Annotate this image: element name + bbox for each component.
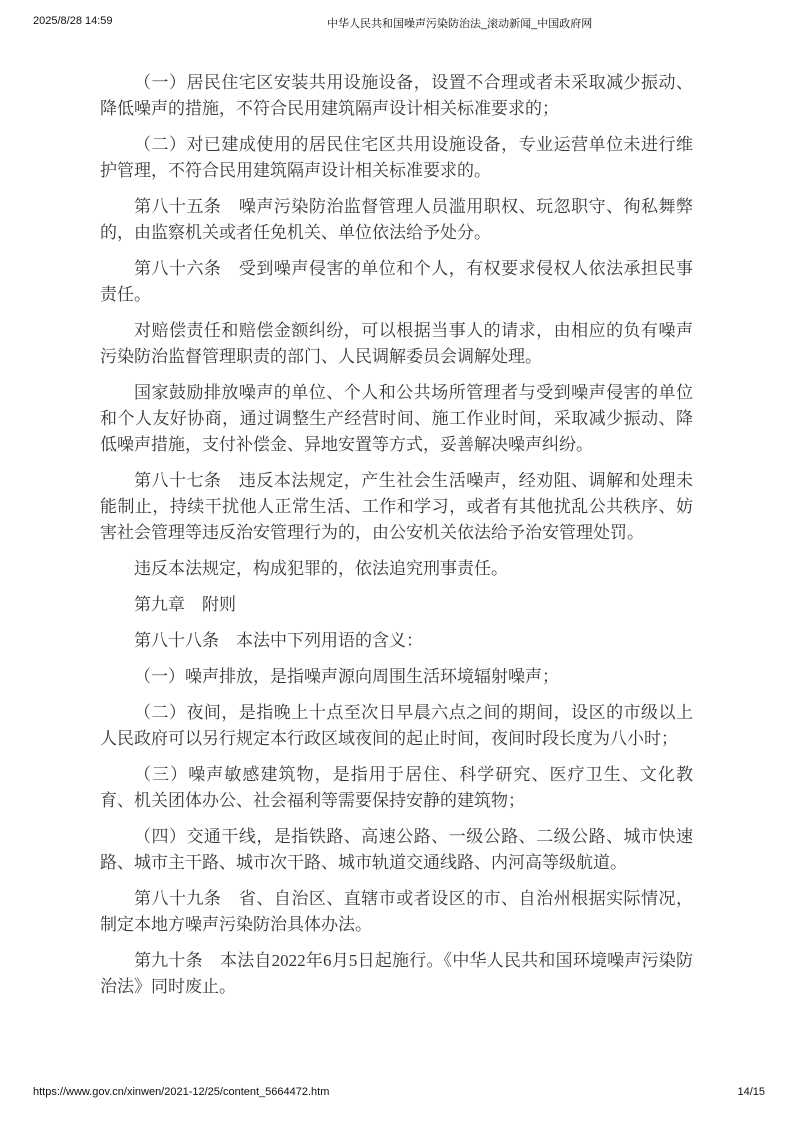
paragraph: （一）噪声排放，是指噪声源向周围生活环境辐射噪声；: [134, 667, 559, 686]
paragraph: （三）噪声敏感建筑物，是指用于居住、科学研究、医疗卫生、文化教育、机关团体办公、社会福利等需要保持安静的建筑物；: [100, 765, 693, 810]
paragraph: 第九章 附则: [134, 595, 236, 614]
print-header-title: 中华人民共和国噪声污染防治法_滚动新闻_中国政府网: [327, 18, 593, 30]
paragraph: （二）夜间，是指晚上十点至次日早晨六点之间的期间，设区的市级以上人民政府可以另行规定本行政区域夜间的起止时间，夜间时段长度为八小时；: [100, 703, 693, 748]
paragraph: （一）居民住宅区安装共用设施设备，设置不合理或者未采取减少振动、降低噪声的措施，不符合民用建筑隔声设计相关标准要求的；: [100, 73, 693, 118]
paragraph: （四）交通干线，是指铁路、高速公路、一级公路、二级公路、城市快速路、城市主干路、城市次干路、城市轨道交通线路、内河高等级航道。: [100, 827, 693, 872]
paragraph: 第八十九条 省、自治区、直辖市或者设区的市、自治州根据实际情况，制定本地方噪声污染防治具体办法。: [100, 889, 693, 934]
paragraph: 第八十七条 违反本法规定，产生社会生活噪声，经劝阻、调解和处理未能制止，持续干扰他人正常生活、工作和学习，或者有其他扰乱公共秩序、妨害社会管理等违反治安管理行为的，由公安机关依法给予治安管理处罚。: [100, 471, 693, 542]
paragraph: 第八十六条 受到噪声侵害的单位和个人，有权要求侵权人依法承担民事责任。: [100, 259, 693, 304]
paragraph: （二）对已建成使用的居民住宅区共用设施设备，专业运营单位未进行维护管理，不符合民用建筑隔声设计相关标准要求的。: [100, 135, 693, 180]
paragraph: 第八十八条 本法中下列用语的含义：: [134, 631, 423, 650]
print-footer-page-indicator: 14/15: [737, 1086, 765, 1098]
paragraph: 对赔偿责任和赔偿金额纠纷，可以根据当事人的请求，由相应的负有噪声污染防治监督管理职责的部门、人民调解委员会调解处理。: [100, 321, 693, 366]
document-body: [100, 70, 693, 1010]
print-footer-url: https://www.gov.cn/xinwen/2021-12/25/content_5664472.htm: [33, 1086, 330, 1098]
print-header-datetime: 2025/8/28 14:59: [33, 15, 113, 27]
paragraph: 国家鼓励排放噪声的单位、个人和公共场所管理者与受到噪声侵害的单位和个人友好协商，通过调整生产经营时间、施工作业时间，采取减少振动、降低噪声措施，支付补偿金、异地安置等方式，妥善解决噪声纠纷。: [100, 383, 693, 454]
paragraph: 违反本法规定，构成犯罪的，依法追究刑事责任。: [134, 559, 508, 578]
paragraph: 第九十条 本法自2022年6月5日起施行。《中华人民共和国环境噪声污染防治法》同时废止。: [100, 951, 693, 996]
paragraph: 第八十五条 噪声污染防治监督管理人员滥用职权、玩忽职守、徇私舞弊的，由监察机关或者任免机关、单位依法给予处分。: [100, 197, 693, 242]
